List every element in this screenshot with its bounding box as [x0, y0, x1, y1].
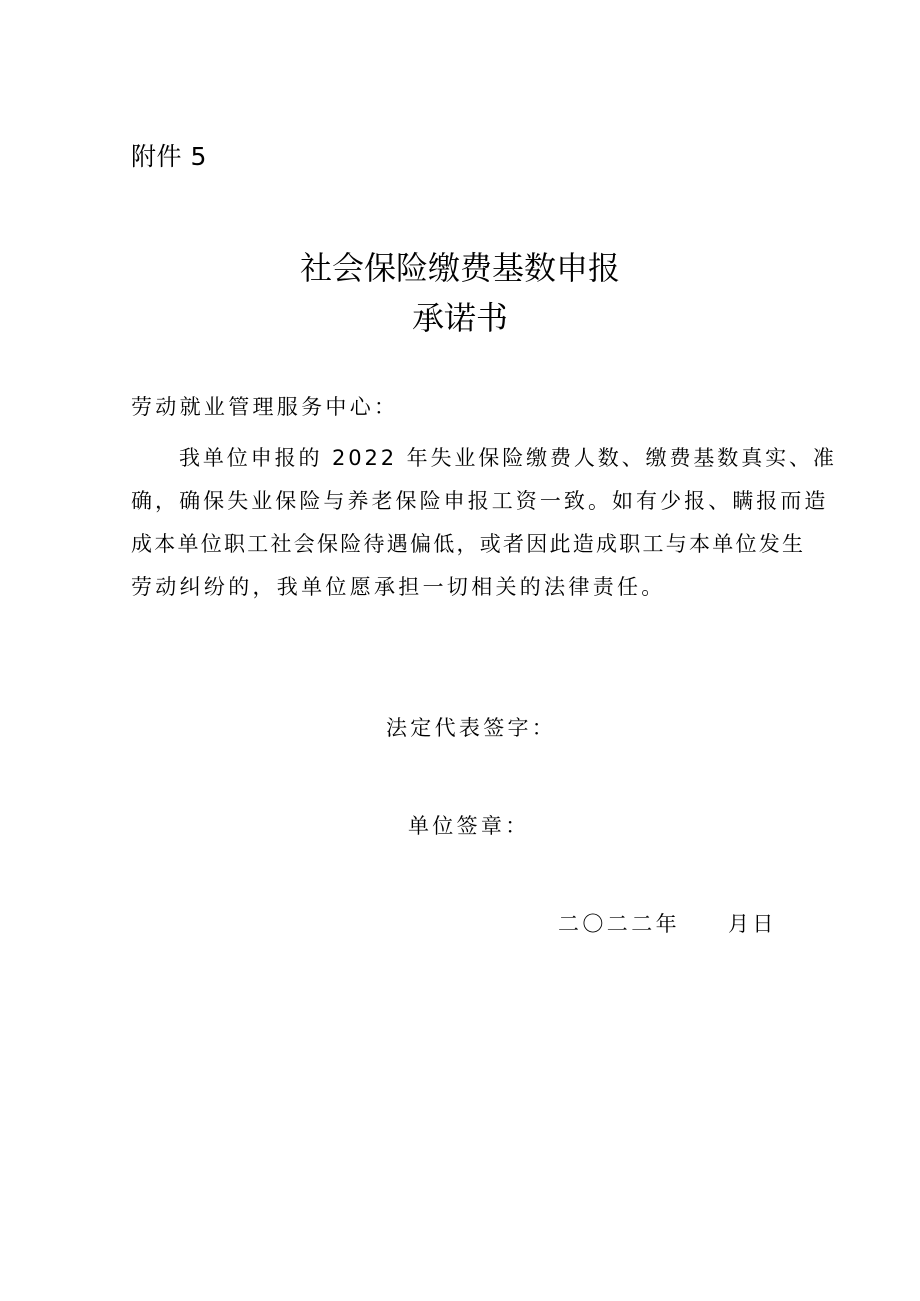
body-line-1: 我单位申报的 2022 年失业保险缴费人数、缴费基数真实、准 [179, 446, 837, 470]
attachment-label: 附件 5 [131, 142, 207, 171]
date-year: 二〇二二年 [558, 912, 680, 936]
document-title [0, 246, 920, 340]
body-line-4: 劳动纠纷的，我单位愿承担一切相关的法律责任。 [131, 575, 666, 599]
title-line-1: 社会保险缴费基数申报 [299, 249, 620, 287]
date-month-day: 月日 [728, 912, 777, 936]
legal-representative-signature-label: 法定代表签字： [386, 716, 557, 740]
letter-body [131, 437, 837, 609]
unit-seal-label: 单位签章： [408, 814, 530, 838]
body-line-2: 确，确保失业保险与养老保险申报工资一致。如有少报、瞒报而造 [131, 489, 829, 513]
title-line-2: 承诺书 [411, 299, 508, 337]
addressee: 劳动就业管理服务中心： [131, 395, 399, 419]
body-line-3: 成本单位职工社会保险待遇偏低，或者因此造成职工与本单位发生 [131, 532, 806, 556]
date-line [558, 909, 777, 939]
